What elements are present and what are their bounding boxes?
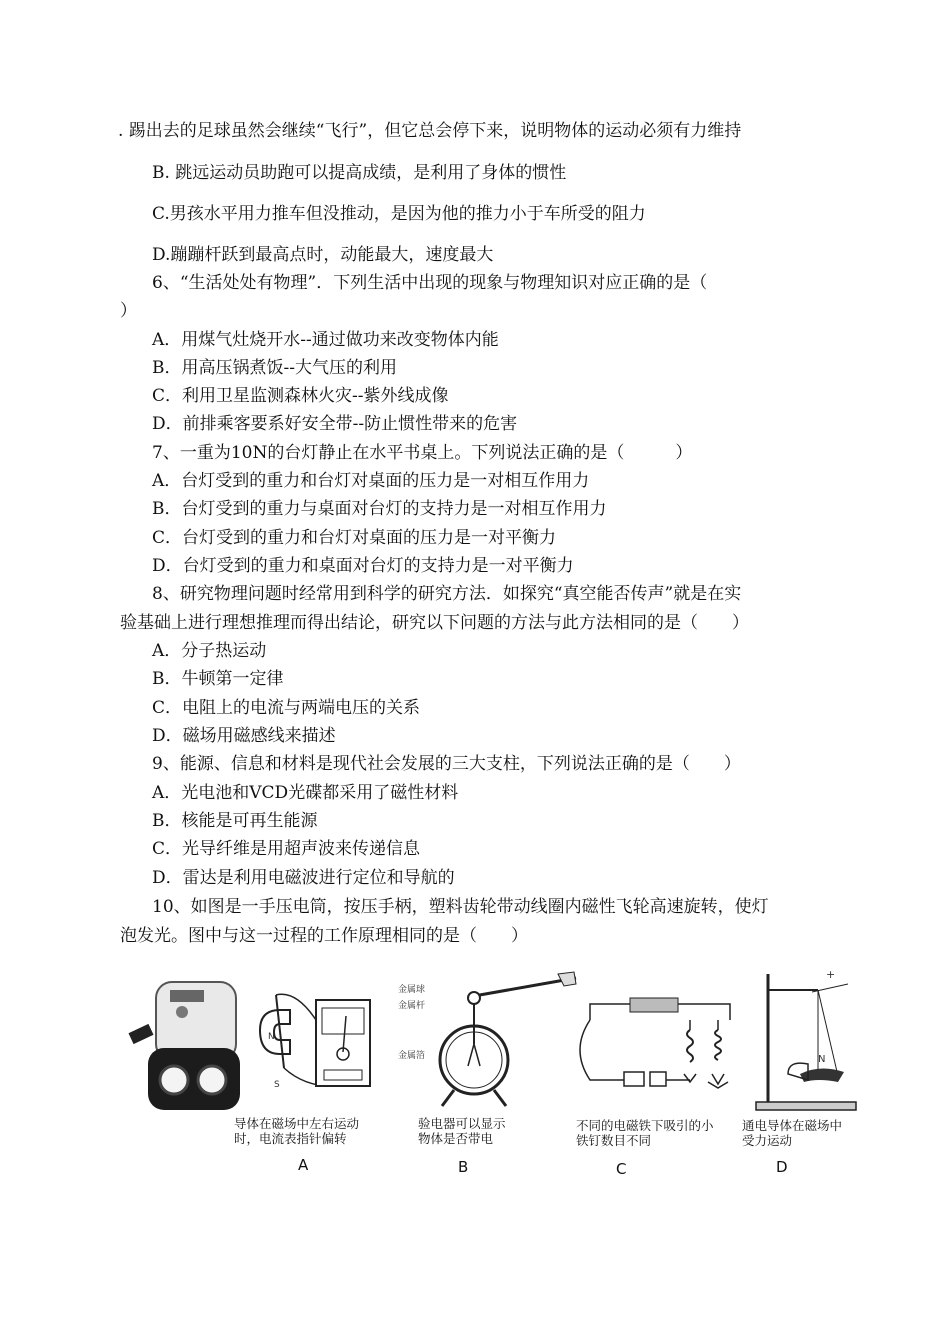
q6-option-d: D．前排乘客要系好安全带--防止惯性带来的危害 (152, 414, 518, 434)
q8-stem-line2: 验基础上进行理想推理而得出结论，研究以下问题的方法与此方法相同的是（ ） (120, 613, 749, 633)
q6-option-c: C．利用卫星监测森林火灾--紫外线成像 (152, 386, 449, 406)
magnet-s-label: S (274, 1080, 280, 1090)
magnet-n-label: N (268, 1032, 275, 1042)
q9-stem: 9、能源、信息和材料是现代社会发展的三大支柱，下列说法正确的是（ ） (152, 754, 741, 774)
caption-d (742, 1118, 842, 1148)
q10-figure (128, 968, 888, 1183)
metal-foil-label: 金属箔 (398, 1051, 426, 1061)
q6-option-b: B．用高压锅煮饭--大气压的利用 (152, 358, 397, 378)
q8-option-b: B．牛顿第一定律 (152, 669, 284, 689)
q9-option-b: B．核能是可再生能源 (152, 811, 318, 831)
q5-option-a: . 踢出去的足球虽然会继续“飞行”，但它总会停下来，说明物体的运动必须有力维持 (118, 121, 742, 141)
caption-b-line1: 验电器可以显示 (418, 1116, 506, 1131)
metal-ball-label: 金属球 (398, 985, 426, 995)
caption-a-line1: 导体在磁场中左右运动 (234, 1116, 360, 1131)
q7-option-a: A．台灯受到的重力和台灯对桌面的压力是一对相互作用力 (152, 471, 590, 491)
caption-a (234, 1116, 359, 1146)
caption-c-line2: 铁钉数目不同 (576, 1133, 652, 1148)
diagram-c-electromagnets (570, 990, 740, 1110)
caption-a-line2: 时，电流表指针偏转 (234, 1131, 347, 1146)
q7-stem: 7、一重为10N的台灯静止在水平书桌上。下列说法正确的是（ ） (152, 443, 693, 463)
plus-terminal-label: + (826, 968, 836, 981)
q7-option-c: C．台灯受到的重力和台灯对桌面的压力是一对平衡力 (152, 528, 557, 548)
q8-option-d: D．磁场用磁感线来描述 (152, 726, 336, 746)
q6-stem-line2: ） (120, 301, 137, 321)
q6-stem-line1: 6、“生活处处有物理”．下列生活中出现的现象与物理知识对应正确的是（ (152, 273, 708, 293)
figure-letter-b: B (458, 1158, 469, 1176)
diagram-b-electroscope (428, 970, 578, 1110)
q8-option-a: A．分子热运动 (152, 641, 267, 661)
d-magnet-n-label: N (818, 1054, 826, 1065)
q7-option-d: D．台灯受到的重力和桌面对台灯的支持力是一对平衡力 (152, 556, 574, 576)
q10-stem-line1: 10、如图是一手压电筒，按压手柄，塑料齿轮带动线圈内磁性飞轮高速旋转，使灯 (152, 897, 769, 917)
q5-option-c: C.男孩水平用力推车但没推动，是因为他的推力小于车所受的阻力 (152, 204, 646, 224)
q5-option-b: B. 跳远运动员助跑可以提高成绩，是利用了身体的惯性 (152, 163, 567, 183)
figure-letter-d: D (776, 1158, 788, 1176)
caption-d-line1: 通电导体在磁场中 (742, 1118, 843, 1133)
q9-option-c: C．光导纤维是用超声波来传递信息 (152, 839, 421, 859)
flashlight-image (128, 978, 243, 1118)
metal-rod-label: 金属杆 (398, 1001, 426, 1011)
caption-b (418, 1116, 506, 1146)
figure-letter-c: C (616, 1160, 627, 1178)
q10-stem-line2: 泡发光。图中与这一过程的工作原理相同的是（ ） (120, 926, 528, 946)
diagram-a-induction (246, 990, 376, 1100)
q8-option-c: C．电阻上的电流与两端电压的关系 (152, 698, 421, 718)
caption-c (576, 1118, 714, 1148)
diagram-d-motor-effect (748, 968, 878, 1118)
q9-option-a: A．光电池和VCD光碟都采用了磁性材料 (152, 783, 459, 803)
figure-letter-a: A (298, 1156, 309, 1174)
q6-option-a: A．用煤气灶烧开水--通过做功来改变物体内能 (152, 330, 499, 350)
q9-option-d: D．雷达是利用电磁波进行定位和导航的 (152, 868, 455, 888)
caption-b-line2: 物体是否带电 (418, 1131, 494, 1146)
q5-option-d: D.蹦蹦杆跃到最高点时，动能最大，速度最大 (152, 245, 494, 265)
caption-c-line1: 不同的电磁铁下吸引的小 (576, 1118, 714, 1133)
q7-option-b: B．台灯受到的重力与桌面对台灯的支持力是一对相互作用力 (152, 499, 607, 519)
caption-d-line2: 受力运动 (742, 1133, 793, 1148)
q8-stem-line1: 8、研究物理问题时经常用到科学的研究方法．如探究“真空能否传声”就是在实 (152, 584, 742, 604)
